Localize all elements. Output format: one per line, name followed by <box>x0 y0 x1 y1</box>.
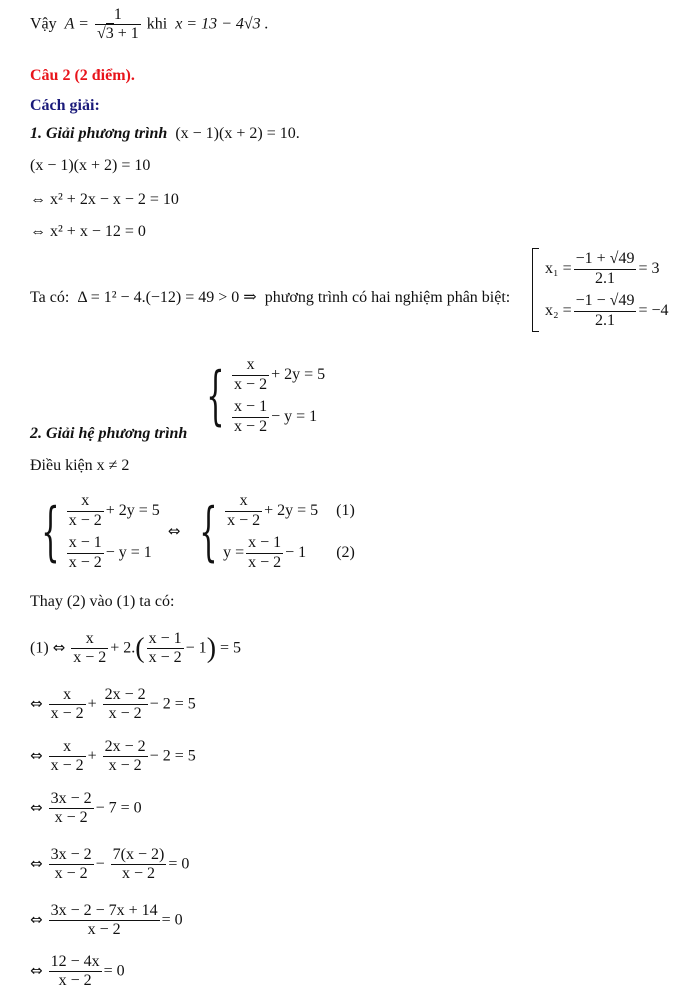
sub-step-4: ⇔ $\frac{3x - 2}{x - 2}$ − 7 = 0 <box>30 790 142 827</box>
question-title: Câu 2 (2 điểm). <box>30 67 135 84</box>
step-2: ⇔ x² + 2x − x − 2 = 10 <box>30 191 179 208</box>
part1-heading: 1. Giải phương trình (x − 1)(x + 2) = 10. <box>30 125 300 142</box>
step-3: ⇔ x² + x − 12 = 0 <box>30 223 146 240</box>
solution-label: Cách giải: <box>30 97 100 114</box>
step-1: (x − 1)(x + 2) = 10 <box>30 157 151 174</box>
bracket <box>532 248 539 332</box>
system-equivalence: { $\frac{x}{x - 2}$ + 2y = 5 $\frac{x - 1}{x - 2}$ − y = 1 ⇔ { $\frac{x}{x - 2}$ + 2y = 5 (1) y = $\frac{x - 1}{x - 2}$ − 1 (2) <box>41 492 355 571</box>
part2-heading: 2. Giải hệ phương trình { $\frac{x}{x - 2}$ + 2y = 5 $\frac{x - 1}{x - 2}$ − y = 1 <box>30 356 326 442</box>
conclusion-line-a: Vậy A = $\frac{1}{√3 + 1}$ khi x = 13 − 4√3 . <box>30 6 269 43</box>
a-label: A = <box>64 15 89 33</box>
substitute-line: Thay (2) vào (1) ta có: <box>30 593 175 610</box>
sub-step-5: ⇔ $\frac{3x - 2}{x - 2}$ − $\frac{7(x - 2)}{x - 2}$ = 0 <box>30 846 190 883</box>
condition: Điều kiện x ≠ 2 <box>30 457 130 474</box>
sub-step-2: ⇔ $\frac{x}{x - 2}$ + $\frac{2x - 2}{x - 2}$ − 2 = 5 <box>30 686 196 723</box>
delta-line: Ta có: Δ = 1² − 4.(−12) = 49 > 0 ⇒ phương trình có hai nghiệm phân biệt: <box>30 289 511 306</box>
roots-system <box>532 248 668 332</box>
sub-step-7: ⇔ $\frac{12 - 4x}{x - 2}$ = 0 <box>30 953 125 990</box>
sub-step-6: ⇔ $\frac{3x - 2 - 7x + 14}{x - 2}$ = 0 <box>30 902 183 939</box>
root-x1: x₁ = $\frac{-1 + √49}{2.1}$ = 3 <box>545 250 660 287</box>
sub-step-1: (1) ⇔ $\frac{x}{x - 2}$ + 2.( $\frac{x - 1}{x - 2}$ − 1) = 5 <box>30 630 242 667</box>
a-fraction: $\frac{1}{√3 + 1}$ <box>96 6 139 43</box>
root-x2: x₂ = $\frac{-1 - √49}{2.1}$ = −4 <box>545 292 669 329</box>
sub-step-3: ⇔ $\frac{x}{x - 2}$ + $\frac{2x - 2}{x - 2}$ − 2 = 5 <box>30 738 196 775</box>
